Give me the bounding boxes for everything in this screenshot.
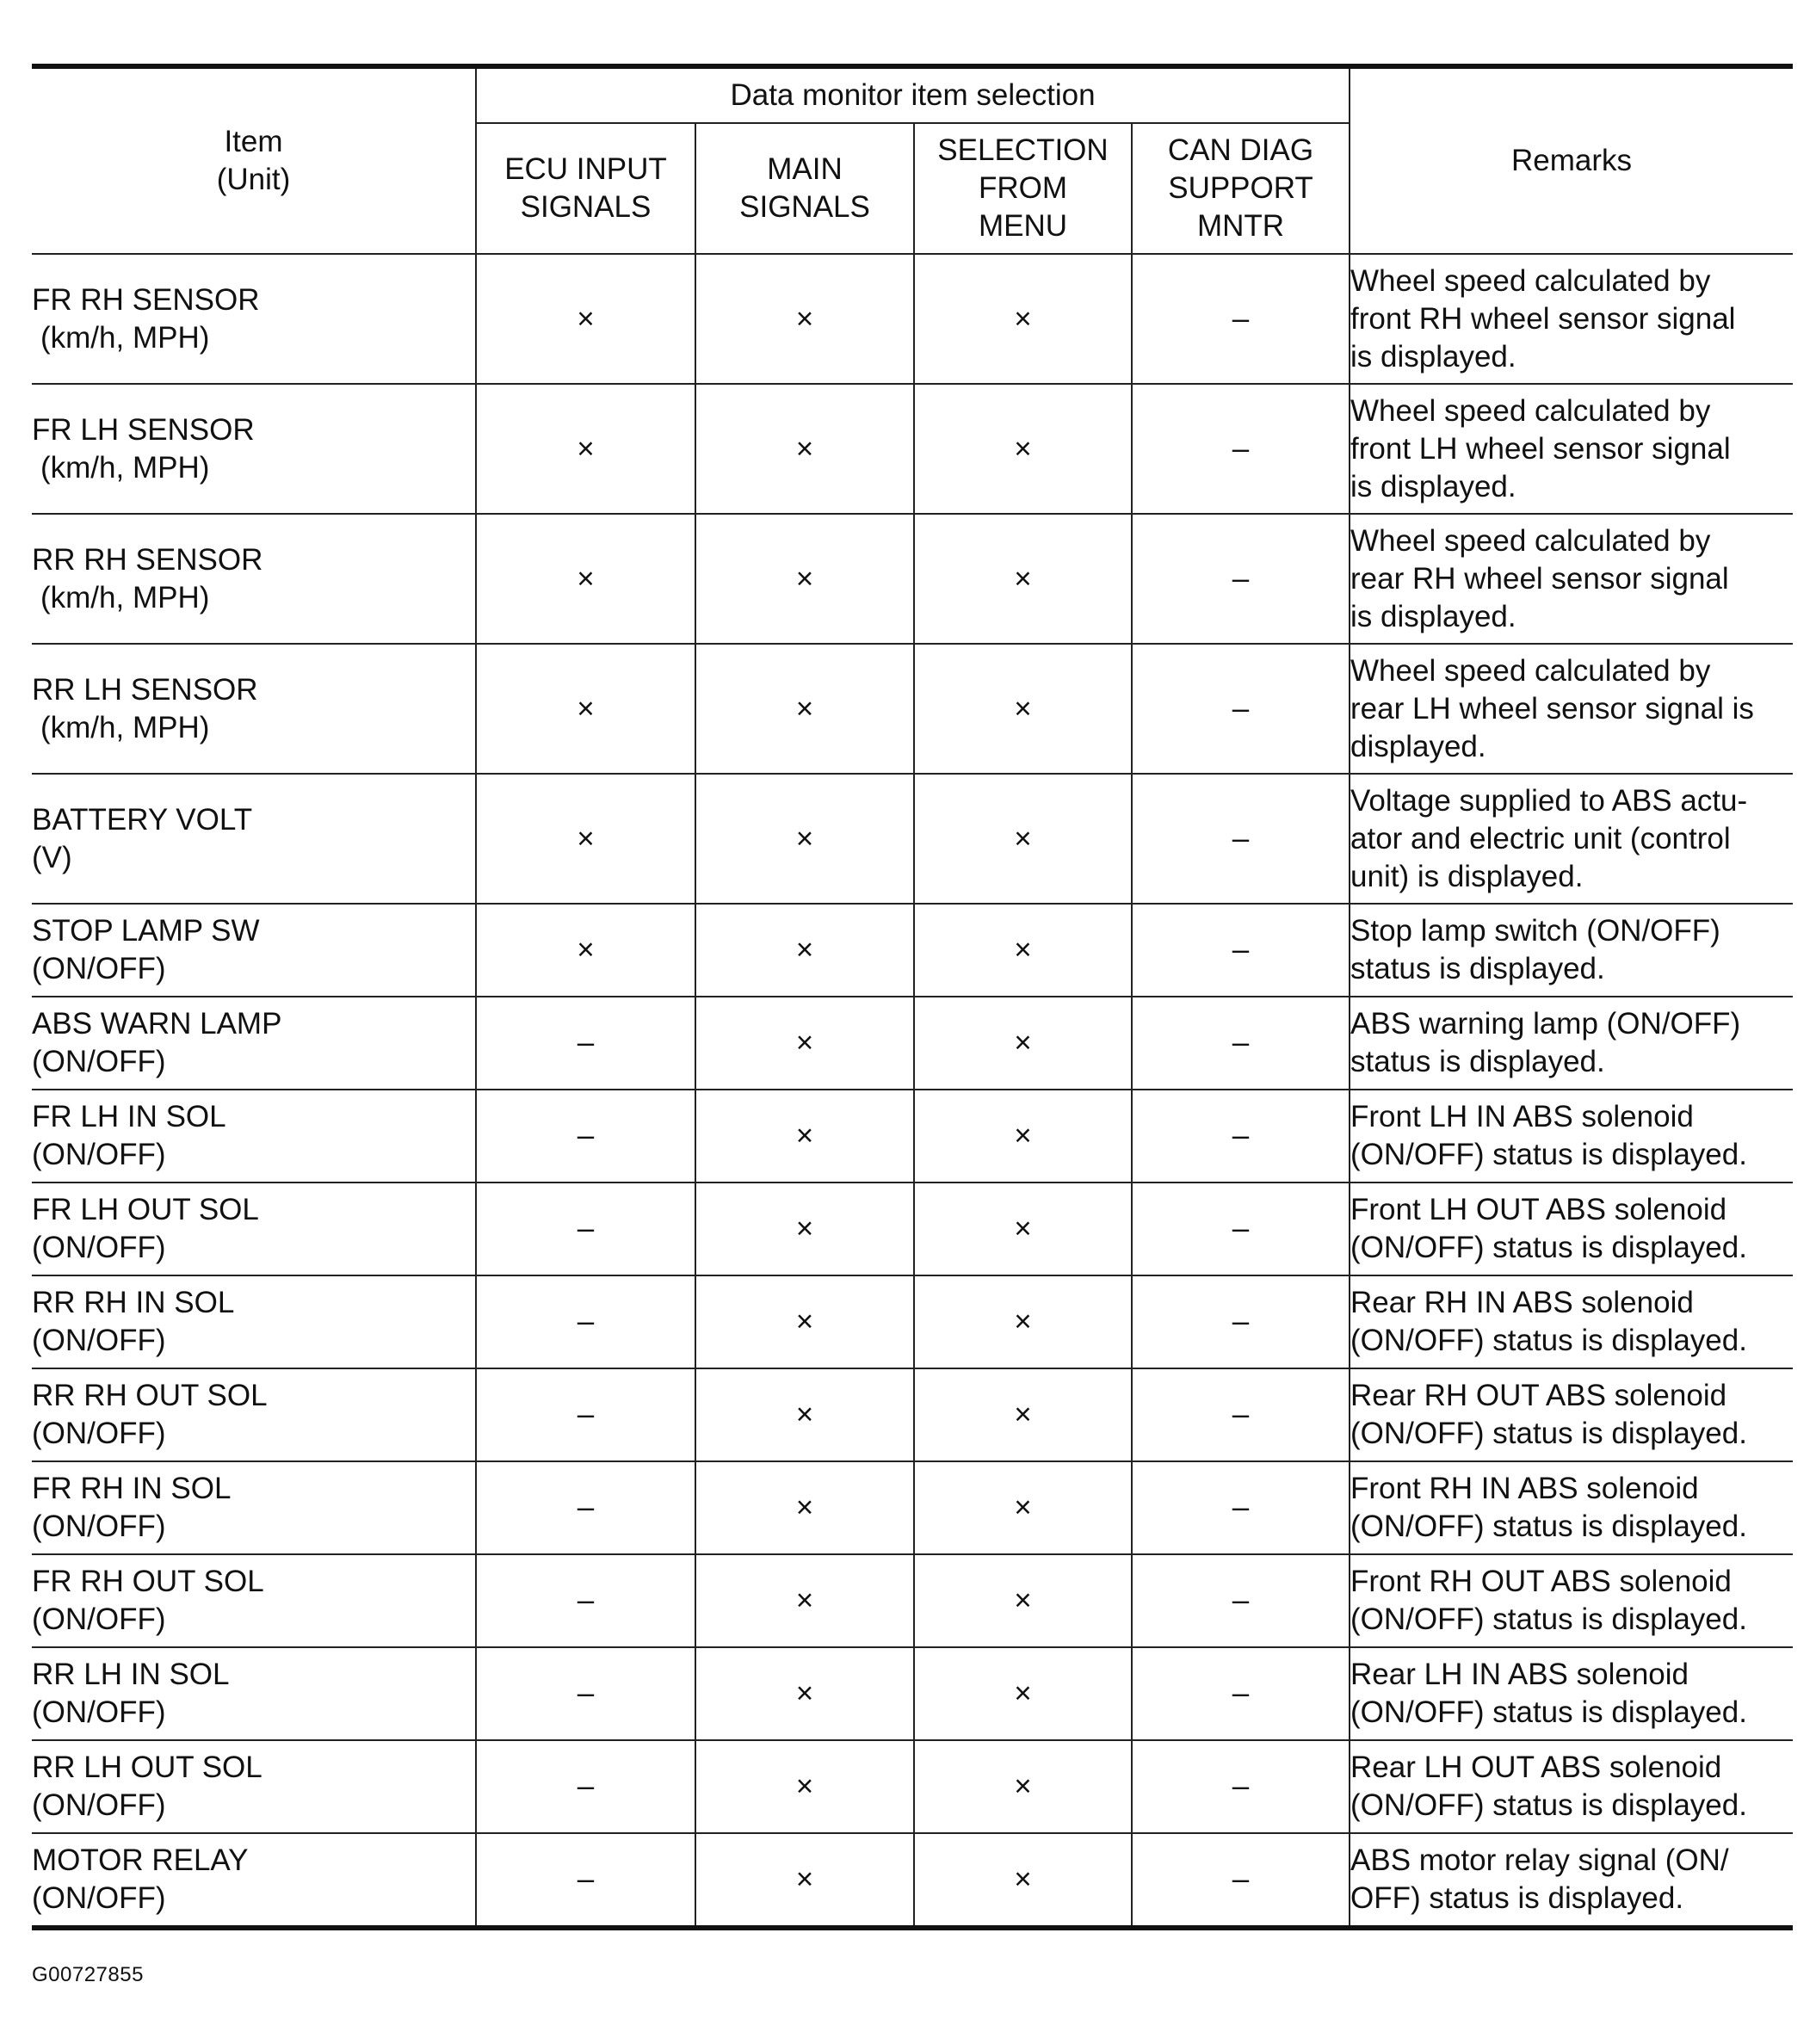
remark-line: Rear RH IN ABS solenoid — [1350, 1286, 1694, 1319]
item-name: FR RH IN SOL — [32, 1472, 232, 1505]
remarks-cell — [1350, 1461, 1793, 1554]
can-diag-support-mark: – — [1132, 1368, 1350, 1461]
selection-from-menu-mark: × — [914, 997, 1132, 1090]
remark-line: front LH wheel sensor signal — [1350, 431, 1731, 466]
item-cell — [32, 254, 476, 384]
remarks-cell — [1350, 1183, 1793, 1275]
can-diag-support-mark: – — [1132, 904, 1350, 997]
selection-from-menu-mark: × — [914, 1090, 1132, 1183]
main-signals-mark: × — [695, 1183, 914, 1275]
header-unit-line: (Unit) — [216, 163, 291, 196]
can-diag-support-mark: – — [1132, 774, 1350, 904]
header-main-signals — [695, 123, 914, 254]
ecu-input-signals-mark: – — [476, 997, 695, 1090]
remark-line: status is displayed. — [1350, 1045, 1605, 1078]
table-row — [32, 1461, 1793, 1554]
main-signals-mark: × — [695, 1647, 914, 1740]
header-line: SIGNALS — [739, 190, 870, 224]
item-name: RR RH SENSOR — [32, 542, 263, 577]
remark-line: Wheel speed calculated by — [1350, 263, 1711, 298]
can-diag-support-mark: – — [1132, 644, 1350, 774]
remark-line: (ON/OFF) status is displayed. — [1350, 1138, 1747, 1171]
item-unit: (ON/OFF) — [32, 1138, 166, 1171]
item-cell — [32, 1647, 476, 1740]
remark-line: (ON/OFF) status is displayed. — [1350, 1695, 1747, 1729]
remark-line: Wheel speed calculated by — [1350, 393, 1711, 428]
can-diag-support-mark: – — [1132, 1740, 1350, 1833]
remarks-cell — [1350, 1090, 1793, 1183]
can-diag-support-mark: – — [1132, 1275, 1350, 1368]
header-data-monitor-group: Data monitor item selection — [476, 66, 1350, 123]
remarks-cell — [1350, 384, 1793, 514]
header-line: SELECTION — [937, 133, 1109, 167]
remark-line: Wheel speed calculated by — [1350, 653, 1711, 688]
remarks-cell — [1350, 904, 1793, 997]
remark-line: (ON/OFF) status is displayed. — [1350, 1417, 1747, 1450]
header-line: MNTR — [1196, 209, 1285, 243]
item-cell — [32, 1275, 476, 1368]
table-row — [32, 1090, 1793, 1183]
remark-line: (ON/OFF) status is displayed. — [1350, 1602, 1747, 1636]
main-signals-mark: × — [695, 384, 914, 514]
can-diag-support-mark: – — [1132, 514, 1350, 644]
selection-from-menu-mark: × — [914, 1368, 1132, 1461]
remark-line: displayed. — [1350, 729, 1486, 763]
remarks-cell — [1350, 1275, 1793, 1368]
item-name: RR LH IN SOL — [32, 1658, 230, 1691]
main-signals-mark: × — [695, 904, 914, 997]
ecu-input-signals-mark: – — [476, 1461, 695, 1554]
item-unit: (ON/OFF) — [32, 1788, 166, 1822]
remark-line: is displayed. — [1350, 339, 1516, 374]
item-unit: (V) — [32, 840, 72, 874]
can-diag-support-mark: – — [1132, 1461, 1350, 1554]
remarks-cell — [1350, 1368, 1793, 1461]
selection-from-menu-mark: × — [914, 254, 1132, 384]
remark-line: (ON/OFF) status is displayed. — [1350, 1510, 1747, 1543]
header-row-top — [32, 66, 1793, 123]
item-name: FR LH IN SOL — [32, 1100, 226, 1133]
main-signals-mark: × — [695, 1740, 914, 1833]
selection-from-menu-mark: × — [914, 384, 1132, 514]
ecu-input-signals-mark: – — [476, 1647, 695, 1740]
item-cell — [32, 1740, 476, 1833]
table-row — [32, 514, 1793, 644]
remark-line: ator and electric unit (control — [1350, 821, 1731, 855]
remark-line: Front LH OUT ABS solenoid — [1350, 1193, 1727, 1226]
remark-line: Rear LH IN ABS solenoid — [1350, 1658, 1689, 1691]
item-unit: (km/h, MPH) — [40, 320, 210, 355]
header-line: MAIN — [767, 152, 843, 186]
remarks-cell — [1350, 1554, 1793, 1647]
table-row — [32, 1833, 1793, 1928]
remark-line: Stop lamp switch (ON/OFF) — [1350, 914, 1720, 948]
remark-line: Rear RH OUT ABS solenoid — [1350, 1379, 1727, 1412]
item-unit: (km/h, MPH) — [40, 580, 210, 614]
table-row — [32, 904, 1793, 997]
can-diag-support-mark: – — [1132, 1183, 1350, 1275]
selection-from-menu-mark: × — [914, 1461, 1132, 1554]
main-signals-mark: × — [695, 774, 914, 904]
item-unit: (ON/OFF) — [32, 1881, 166, 1915]
remark-line: Wheel speed calculated by — [1350, 523, 1711, 558]
selection-from-menu-mark: × — [914, 1554, 1132, 1647]
remark-line: rear LH wheel sensor signal is — [1350, 691, 1754, 726]
remarks-cell — [1350, 644, 1793, 774]
item-name: FR RH OUT SOL — [32, 1565, 264, 1598]
item-unit: (ON/OFF) — [32, 1695, 166, 1729]
item-name: MOTOR RELAY — [32, 1843, 249, 1877]
main-signals-mark: × — [695, 997, 914, 1090]
item-cell — [32, 644, 476, 774]
header-line: MENU — [978, 209, 1068, 243]
remark-line: OFF) status is displayed. — [1350, 1881, 1684, 1915]
remark-line: Voltage supplied to ABS actu- — [1350, 783, 1748, 818]
can-diag-support-mark: – — [1132, 384, 1350, 514]
remark-line: (ON/OFF) status is displayed. — [1350, 1231, 1747, 1264]
item-cell — [32, 1461, 476, 1554]
remark-line: is displayed. — [1350, 599, 1516, 633]
item-name: RR LH OUT SOL — [32, 1751, 263, 1784]
item-name: BATTERY VOLT — [32, 802, 253, 837]
remarks-cell — [1350, 997, 1793, 1090]
main-signals-mark: × — [695, 1461, 914, 1554]
main-signals-mark: × — [695, 1554, 914, 1647]
selection-from-menu-mark: × — [914, 644, 1132, 774]
remarks-cell — [1350, 774, 1793, 904]
main-signals-mark: × — [695, 1275, 914, 1368]
item-name: RR RH OUT SOL — [32, 1379, 268, 1412]
table-row — [32, 1368, 1793, 1461]
remark-line: status is displayed. — [1350, 952, 1605, 985]
item-cell — [32, 997, 476, 1090]
table-row — [32, 384, 1793, 514]
can-diag-support-mark: – — [1132, 1554, 1350, 1647]
item-cell — [32, 774, 476, 904]
main-signals-mark: × — [695, 1368, 914, 1461]
table-row — [32, 1647, 1793, 1740]
item-unit: (ON/OFF) — [32, 952, 166, 985]
item-name: RR RH IN SOL — [32, 1286, 235, 1319]
table-row — [32, 1275, 1793, 1368]
item-unit: (ON/OFF) — [32, 1324, 166, 1357]
header-line: SIGNALS — [520, 190, 652, 224]
figure-code: G00727855 — [32, 1963, 144, 1986]
remarks-cell — [1350, 1647, 1793, 1740]
item-name: FR RH SENSOR — [32, 282, 260, 317]
selection-from-menu-mark: × — [914, 904, 1132, 997]
selection-from-menu-mark: × — [914, 774, 1132, 904]
selection-from-menu-mark: × — [914, 1647, 1132, 1740]
remark-line: (ON/OFF) status is displayed. — [1350, 1324, 1747, 1357]
item-unit: (ON/OFF) — [32, 1510, 166, 1543]
remark-line: front RH wheel sensor signal — [1350, 301, 1736, 336]
item-name: FR LH OUT SOL — [32, 1193, 259, 1226]
selection-from-menu-mark: × — [914, 514, 1132, 644]
item-unit: (km/h, MPH) — [40, 450, 210, 485]
table-row — [32, 1183, 1793, 1275]
item-cell — [32, 1833, 476, 1928]
ecu-input-signals-mark: – — [476, 1090, 695, 1183]
item-unit: (ON/OFF) — [32, 1231, 166, 1264]
ecu-input-signals-mark: × — [476, 254, 695, 384]
selection-from-menu-mark: × — [914, 1740, 1132, 1833]
table-row — [32, 774, 1793, 904]
ecu-input-signals-mark: – — [476, 1275, 695, 1368]
selection-from-menu-mark: × — [914, 1183, 1132, 1275]
remark-line: Front RH OUT ABS solenoid — [1350, 1565, 1732, 1598]
item-unit: (ON/OFF) — [32, 1602, 166, 1636]
selection-from-menu-mark: × — [914, 1833, 1132, 1928]
item-cell — [32, 514, 476, 644]
can-diag-support-mark: – — [1132, 1090, 1350, 1183]
table-row — [32, 644, 1793, 774]
item-cell — [32, 1368, 476, 1461]
remark-line: Rear LH OUT ABS solenoid — [1350, 1751, 1722, 1784]
can-diag-support-mark: – — [1132, 254, 1350, 384]
table-row — [32, 997, 1793, 1090]
can-diag-support-mark: – — [1132, 1833, 1350, 1928]
remark-line: ABS motor relay signal (ON/ — [1350, 1843, 1729, 1877]
can-diag-support-mark: – — [1132, 997, 1350, 1090]
header-line: FROM — [978, 171, 1068, 205]
ecu-input-signals-mark: × — [476, 774, 695, 904]
remarks-cell — [1350, 254, 1793, 384]
item-name: ABS WARN LAMP — [32, 1007, 282, 1041]
item-cell — [32, 1090, 476, 1183]
item-cell — [32, 1183, 476, 1275]
item-unit: (km/h, MPH) — [40, 710, 210, 744]
main-signals-mark: × — [695, 644, 914, 774]
header-line: CAN DIAG — [1167, 133, 1314, 167]
ecu-input-signals-mark: × — [476, 514, 695, 644]
item-name: RR LH SENSOR — [32, 672, 258, 707]
table-row — [32, 1740, 1793, 1833]
main-signals-mark: × — [695, 514, 914, 644]
remark-line: (ON/OFF) status is displayed. — [1350, 1788, 1747, 1822]
ecu-input-signals-mark: – — [476, 1368, 695, 1461]
remark-line: is displayed. — [1350, 469, 1516, 503]
ecu-input-signals-mark: × — [476, 904, 695, 997]
ecu-input-signals-mark: × — [476, 644, 695, 774]
remark-line: unit) is displayed. — [1350, 859, 1584, 893]
main-signals-mark: × — [695, 1833, 914, 1928]
remarks-cell — [1350, 1833, 1793, 1928]
remark-line: rear RH wheel sensor signal — [1350, 561, 1729, 596]
ecu-input-signals-mark: – — [476, 1740, 695, 1833]
remark-line: ABS warning lamp (ON/OFF) — [1350, 1007, 1741, 1041]
remark-line: Front LH IN ABS solenoid — [1350, 1100, 1694, 1133]
ecu-input-signals-mark: – — [476, 1833, 695, 1928]
remarks-cell — [1350, 1740, 1793, 1833]
header-line: ECU INPUT — [504, 152, 667, 186]
header-selection-from-menu — [914, 123, 1132, 254]
can-diag-support-mark: – — [1132, 1647, 1350, 1740]
header-line: SUPPORT — [1168, 171, 1313, 205]
item-cell — [32, 1554, 476, 1647]
main-signals-mark: × — [695, 254, 914, 384]
remark-line: Front RH IN ABS solenoid — [1350, 1472, 1699, 1505]
item-unit: (ON/OFF) — [32, 1417, 166, 1450]
header-can-diag-support-mntr — [1132, 123, 1350, 254]
item-name: FR LH SENSOR — [32, 412, 255, 447]
header-item-line: Item — [224, 125, 283, 158]
header-ecu-input-signals — [476, 123, 695, 254]
table-row — [32, 1554, 1793, 1647]
ecu-input-signals-mark: – — [476, 1554, 695, 1647]
table-row — [32, 254, 1793, 384]
selection-from-menu-mark: × — [914, 1275, 1132, 1368]
header-item — [32, 66, 476, 254]
ecu-input-signals-mark: – — [476, 1183, 695, 1275]
header-remarks: Remarks — [1350, 66, 1793, 254]
item-unit: (ON/OFF) — [32, 1045, 166, 1078]
item-cell — [32, 904, 476, 997]
ecu-input-signals-mark: × — [476, 384, 695, 514]
main-signals-mark: × — [695, 1090, 914, 1183]
item-cell — [32, 384, 476, 514]
remarks-cell — [1350, 514, 1793, 644]
item-name: STOP LAMP SW — [32, 914, 260, 948]
data-monitor-table — [32, 64, 1793, 1930]
